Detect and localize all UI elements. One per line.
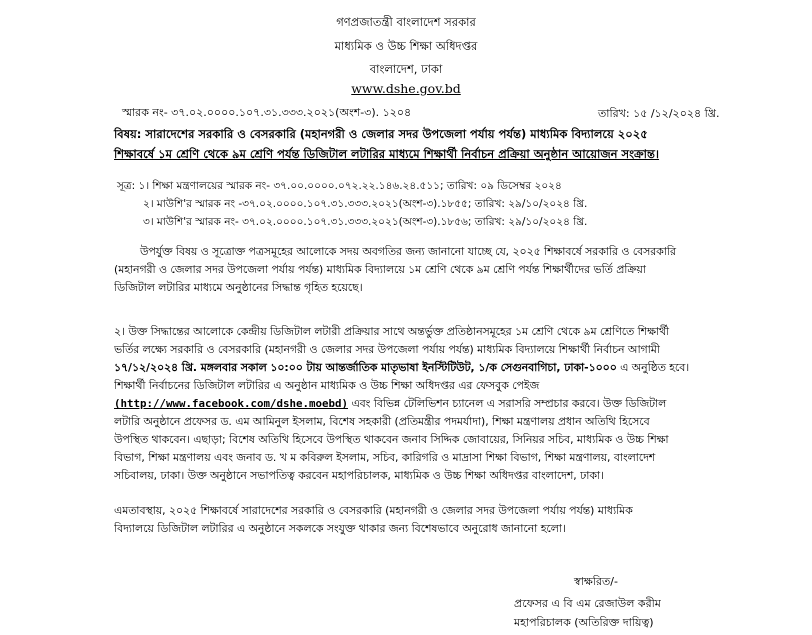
- paragraph-line: ডিজিটাল লটারির মাধ্যমে অনুষ্ঠানের সিদ্ধান্ত গৃহিত হয়েছে।: [114, 281, 363, 294]
- paragraph-line: বিদ্যালয়ে ডিজিটাল লটারির এ অনুষ্ঠানে সকলকে সংযুক্ত থাকার জন্য বিশেষভাবে অনুরোধ জানানো হলো।: [114, 522, 566, 535]
- paragraph-line: শিক্ষার্থী নির্বাচনের ডিজিটাল লটারির এ অনুষ্ঠান মাধ্যমিক ও উচ্চ শিক্ষা অধিদপ্তর এর ফেসবুক পেইজ: [114, 379, 540, 392]
- broadcast-text: এবং বিভিন্ন টেলিভিশন চ্যানেল এ সরাসরি সম্প্রচার করবে। উক্ত ডিজিটাল: [348, 397, 667, 410]
- paragraph-line: লটারি অনুষ্ঠানে প্রফেসর ড. এম আমিনুল ইসলাম, বিশেষ সহকারী (প্রতিমন্ত্রীর পদমর্যাদা), শিক্ষা মন্ত্রণালয় প্রধান অতিথি হিসেবে: [114, 415, 650, 428]
- event-suffix: এ অনুষ্ঠিত হবে।: [616, 361, 690, 374]
- subject-block: [114, 124, 804, 164]
- paragraph-line: [114, 359, 792, 377]
- signatory-designation: মহাপরিচালক (অতিরিক্ত দায়িত্ব): [514, 616, 654, 629]
- reference-item: ২। মাউশি'র স্মারক নং -৩৭.০২.০০০০.১০৭.৩১.৩৩৩.২০২১(অংশ-৩).১৮৫৫; তারিখ: ২৯/১০/২০২৪ খ্রি.: [143, 198, 588, 210]
- facebook-page-link[interactable]: (http://www.facebook.com/dshe.moebd): [114, 397, 349, 410]
- paragraph-line: বিভাগ, শিক্ষা মন্ত্রণালয় এবং জনাব ড. খ ম কবিরুল ইসলাম, সচিব, কারিগরি ও মাদ্রাসা শিক্ষা বিভাগ, শিক্ষা মন্ত্রণালয়, বাংলাদেশ: [114, 451, 656, 464]
- signatory-name: প্রফেসর এ বি এম রেজাউল করীম: [514, 597, 661, 610]
- paragraph-line: ভর্তির লক্ষ্যে সরকারি ও বেসরকারি (মহানগরী ও জেলার সদর উপজেলা পর্যায় পর্যন্ত) মাধ্যমিক বিদ্যালয়ে শিক্ষার্থী নির্বাচন আগামী: [114, 343, 660, 356]
- paragraph-line: উপর্যুক্ত বিষয় ও সূত্রোক্ত পত্রসমূহের আলোকে সদয় অবগতির জন্য জানানো যাচ্ছে যে, ২০২৫ শিক্ষাবর্ষে সরকারি ও বেসরকারি: [140, 245, 676, 258]
- subject-line-1: বিষয়: সারাদেশের সরকারি ও বেসরকারি (মহানগরী ও জেলার সদর উপজেলা পর্যায় পর্যন্ত) মাধ্যমিক বিদ্যালয়ে ২০২৫: [114, 127, 648, 141]
- memo-reference: স্মারক নং- ৩৭.০২.০০০০.১০৭.৩১.৩৩৩.২০২১(অংশ-৩). ১২০৪: [122, 106, 412, 119]
- subject-line-2: শিক্ষাবর্ষে ১ম শ্রেণি থেকে ৯ম শ্রেণি পর্যন্ত ডিজিটাল লটারির মাধ্যমে শিক্ষার্থী নির্বাচন প্রক্রিয়া অনুষ্ঠান আয়োজন সংক্রান্ত।: [114, 147, 660, 161]
- paragraph-3: [114, 502, 792, 538]
- paragraph-2: [114, 323, 792, 485]
- directorate-title: মাধ্যমিক ও উচ্চ শিক্ষা অধিদপ্তর: [334, 39, 478, 53]
- paragraph-line: এমতাবস্থায়, ২০২৫ শিক্ষাবর্ষে সারাদেশের সরকারি ও বেসরকারি (মহানগরী ও জেলার সদর উপজেলা পর্যায় পর্যন্ত) মাধ্যমিক: [114, 504, 633, 517]
- signature-mark: স্বাক্ষরিত/-: [574, 575, 618, 588]
- location-line: বাংলাদেশ, ঢাকা: [369, 62, 443, 76]
- website-link[interactable]: www.dshe.gov.bd: [351, 81, 461, 96]
- paragraph-line: ২। উক্ত সিদ্ধান্তের আলোকে কেন্দ্রীয় ডিজিটাল লটারী প্রক্রিয়ার সাথে অন্তর্ভুক্ত প্রতিষ্ঠানসমূহের ১ম শ্রেণি থেকে ৯ম শ্রেণিতে শিক্ষার্থী: [114, 325, 670, 338]
- paragraph-1: [114, 243, 792, 297]
- reference-item: সূত্র: ১। শিক্ষা মন্ত্রণালয়ের স্মারক নং- ৩৭.০০.০০০০.০৭২.২২.১৪৬.২৪.৫১১; তারিখ: ০৯ ডিসেম্বর ২০২৪: [117, 180, 562, 192]
- paragraph-line: (মহানগরী ও জেলার সদর উপজেলা পর্যায় পর্যন্ত) মাধ্যমিক বিদ্যালয়ে ১ম শ্রেণি থেকে ৯ম শ্রেণি পর্যন্ত শিক্ষার্থীদের ভর্তি প্রক্রিয়া: [114, 263, 646, 276]
- paragraph-line: উপস্থিত থাকবেন। এছাড়া; বিশেষ অতিথি হিসেবে উপস্থিত থাকবেন জনাব সিদ্দিক জোবায়ের, সিনিয়র সচিব, মাধ্যমিক ও উচ্চ শিক্ষা: [114, 433, 669, 446]
- reference-item: ৩। মাউশি'র স্মারক নং- ৩৭.০২.০০০০.১০৭.৩১.৩৩৩.২০২১(অংশ-৩).১৮৫৬; তারিখ: ২৯/১০/২০২৪ খ্রি.: [143, 216, 588, 228]
- paragraph-line: সচিবালয়, ঢাকা। উক্ত অনুষ্ঠানে সভাপতিত্ব করবেন মহাপরিচালক, মাধ্যমিক ও উচ্চ শিক্ষা অধিদপ্তর বাংলাদেশ, ঢাকা।: [114, 469, 604, 482]
- reference-list: [117, 177, 587, 231]
- government-title: গণপ্রজাতন্ত্রী বাংলাদেশ সরকার: [336, 15, 476, 29]
- event-datetime-venue: ১৭/১২/২০২৪ খ্রি. মঙ্গলবার সকাল ১০:০০ টায় আন্তর্জাতিক মাতৃভাষা ইনস্টিটিউট, ১/ক সেগুনবাগিচা, ঢাকা-১০০০: [114, 361, 617, 374]
- paragraph-line: [114, 395, 792, 413]
- memo-date: তারিখ: ১৫ /১২/২০২৪ খ্রি.: [598, 107, 720, 120]
